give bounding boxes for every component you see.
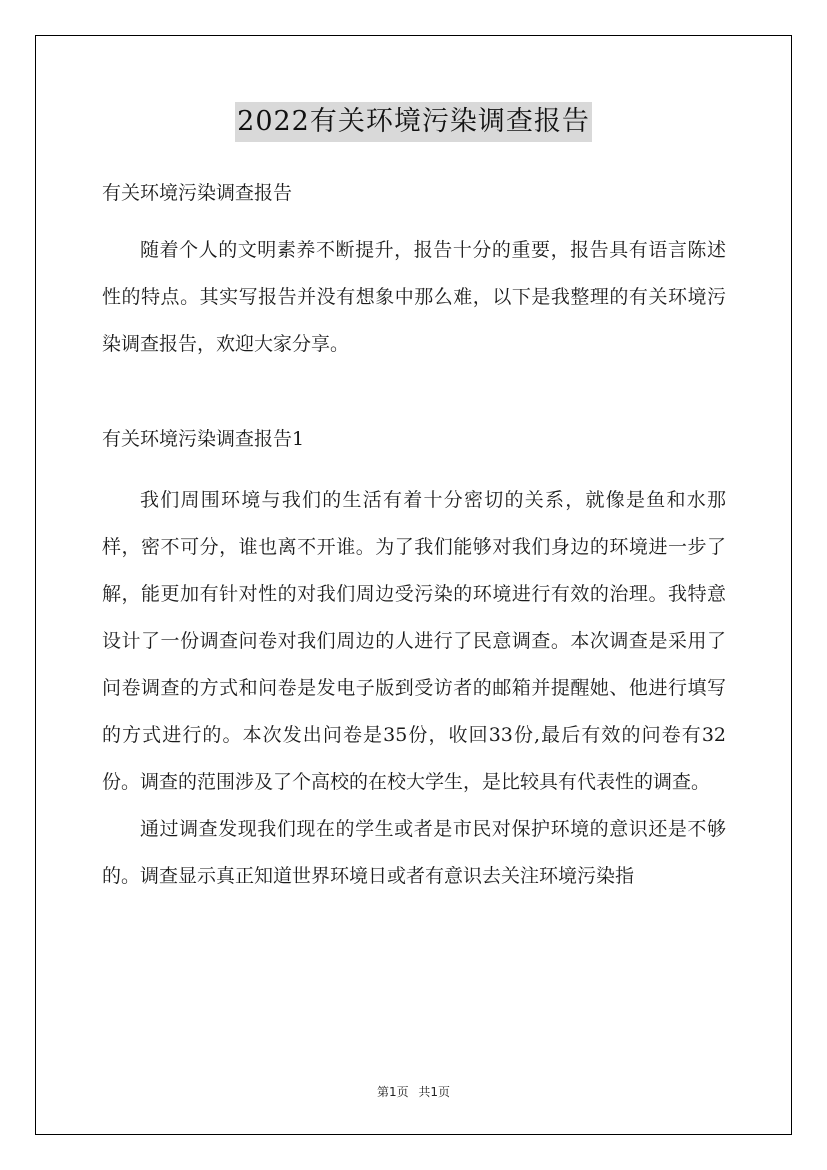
- page-number: 第1页: [376, 1085, 409, 1099]
- page-footer: [0, 1083, 827, 1100]
- body-paragraph-1: 我们周围环境与我们的生活有着十分密切的关系，就像是鱼和水那样，密不可分，谁也离不开谁。为了我们能够对我们身边的环境进一步了解，能更加有针对性的对我们周边受污染的环境进行有效的治理。我特意设计了一份调查问卷对我们周边的人进行了民意调查。本次调查是采用了问卷调查的方式和问卷是发电子版到受访者的邮箱并提醒她、他进行填写的方式进行的。本次发出问卷是35份，收回33份,最后有效的问卷有32份。调查的范围涉及了个高校的在校大学生，是比较具有代表性的调查。: [102, 489, 726, 793]
- section-heading: 有关环境污染调查报告1: [102, 428, 305, 450]
- document-body: [102, 175, 726, 900]
- intro-paragraph: 随着个人的文明素养不断提升，报告十分的重要，报告具有语言陈述性的特点。其实写报告并没有想象中那么难，以下是我整理的有关环境污染调查报告，欢迎大家分享。: [102, 239, 726, 355]
- title-container: [0, 102, 827, 142]
- page-total: 共1页: [418, 1085, 451, 1099]
- document-title: 2022有关环境污染调查报告: [235, 102, 592, 142]
- body-paragraph-2: 通过调查发现我们现在的学生或者是市民对保护环境的意识还是不够的。调查显示真正知道世界环境日或者有意识去关注环境污染指: [102, 818, 726, 887]
- document-subtitle: 有关环境污染调查报告: [102, 182, 293, 204]
